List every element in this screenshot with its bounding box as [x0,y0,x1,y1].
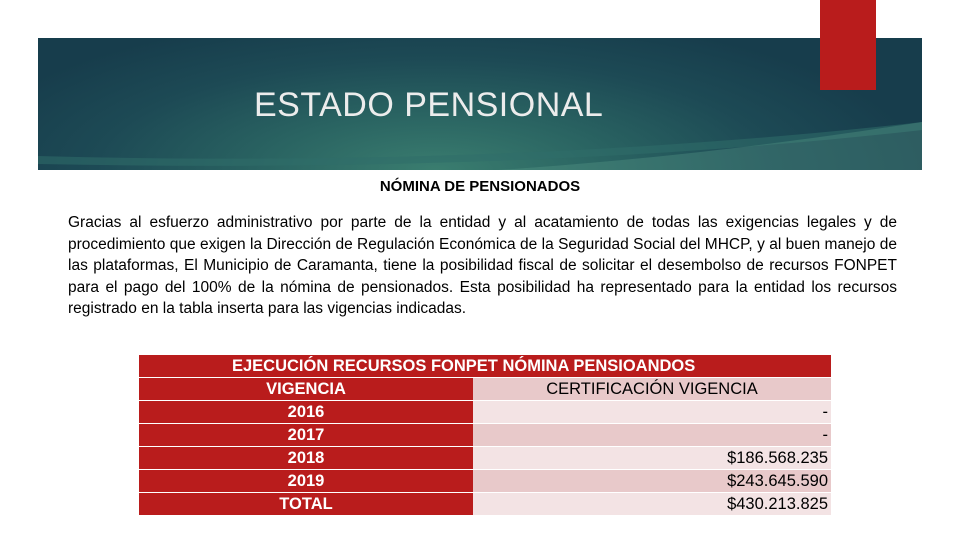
table-row-total [139,493,831,515]
row-value: - [473,401,831,423]
row-value: $186.568.235 [473,447,831,469]
table-title: EJECUCIÓN RECURSOS FONPET NÓMINA PENSIOANDOS [139,355,831,377]
table-row [139,424,831,446]
table-row [139,401,831,423]
accent-red-tab [820,0,876,90]
slide-title: ESTADO PENSIONAL [254,86,604,124]
section-subtitle: NÓMINA DE PENSIONADOS [379,178,581,195]
row-value: $430.213.825 [473,493,831,515]
row-value: - [473,424,831,446]
table-header-row [139,378,831,400]
row-year: 2018 [139,447,473,469]
header-certificacion: CERTIFICACIÓN VIGENCIA [473,378,831,400]
row-year: 2016 [139,401,473,423]
row-year: TOTAL [139,493,473,515]
row-year: 2019 [139,470,473,492]
body-paragraph: Gracias al esfuerzo administrativo por parte de la entidad y al acatamiento de todas las exigencias legales y de procedimiento que exigen la Dirección de Regulación Económica de la Seguridad Social del MHCP, y al buen manejo de las plataformas, El Municipio de Caramanta, tiene la posibilidad fiscal de solicitar el desembolso de recursos FONPET para el pago del 100% de la nómina de pensionados. Esta posibilidad ha representado para la entidad los recursos registrado en la tabla inserta para las vigencias indicadas. [68,214,897,317]
row-value: $243.645.590 [473,470,831,492]
table-title-row [139,355,831,377]
fonpet-table [139,354,831,516]
table-row [139,470,831,492]
table-row [139,447,831,469]
row-year: 2017 [139,424,473,446]
header-vigencia: VIGENCIA [139,378,473,400]
